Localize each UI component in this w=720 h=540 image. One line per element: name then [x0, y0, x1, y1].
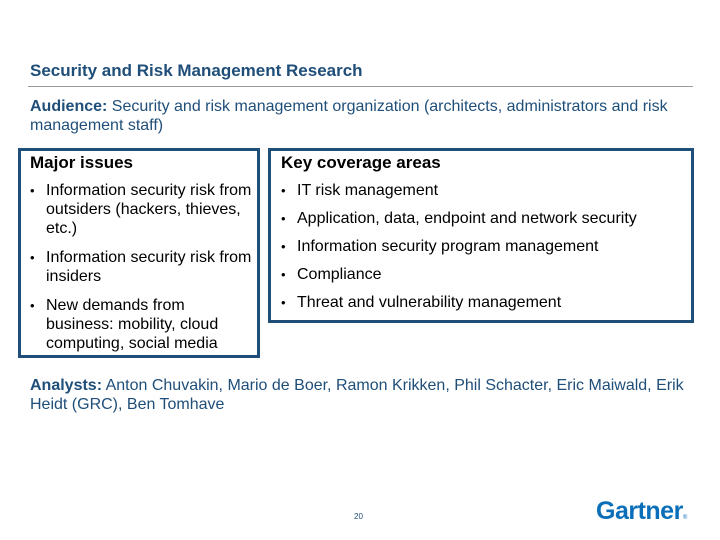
list-item: • Information security risk from insiders	[30, 249, 252, 285]
major-issues-list	[30, 181, 255, 363]
analysts-label: Analysts:	[30, 377, 103, 394]
audience-label: Audience:	[30, 98, 108, 115]
slide-title: Security and Risk Management Research	[30, 61, 363, 80]
list-item: • Information security risk from outsiders (hackers, thieves, etc.)	[30, 182, 252, 237]
key-coverage-list	[281, 181, 693, 321]
list-item: • Application, data, endpoint and network security	[281, 210, 637, 227]
bullet-icon: •	[281, 239, 286, 254]
title-divider	[28, 86, 693, 87]
bullet-icon: •	[30, 183, 35, 198]
audience-text: Security and risk management organization (architects, administrators and risk management staff)	[30, 98, 668, 134]
bullet-icon: •	[281, 267, 286, 282]
bullet-icon: •	[30, 298, 35, 313]
list-item: • Threat and vulnerability management	[281, 294, 562, 311]
registered-mark-icon: ®	[682, 515, 687, 521]
major-issues-heading: Major issues	[30, 153, 133, 172]
list-item: • Information security program management	[281, 238, 599, 255]
audience	[30, 97, 690, 135]
analysts-text: Anton Chuvakin, Mario de Boer, Ramon Krikken, Phil Schacter, Eric Maiwald, Erik Heidt (GRC), Ben Tomhave	[30, 377, 684, 413]
list-item: • Compliance	[281, 266, 382, 283]
bullet-icon: •	[30, 250, 35, 265]
gartner-logo	[596, 497, 687, 526]
logo-text: Gartner	[596, 497, 683, 525]
bullet-icon: •	[281, 211, 286, 226]
key-coverage-heading: Key coverage areas	[281, 153, 441, 172]
bullet-icon: •	[281, 295, 286, 310]
page-number: 20	[354, 512, 363, 521]
list-item: • New demands from business: mobility, cloud computing, social media	[30, 297, 219, 352]
bullet-icon: •	[281, 183, 286, 198]
list-item: • IT risk management	[281, 182, 439, 199]
analysts	[30, 376, 690, 414]
